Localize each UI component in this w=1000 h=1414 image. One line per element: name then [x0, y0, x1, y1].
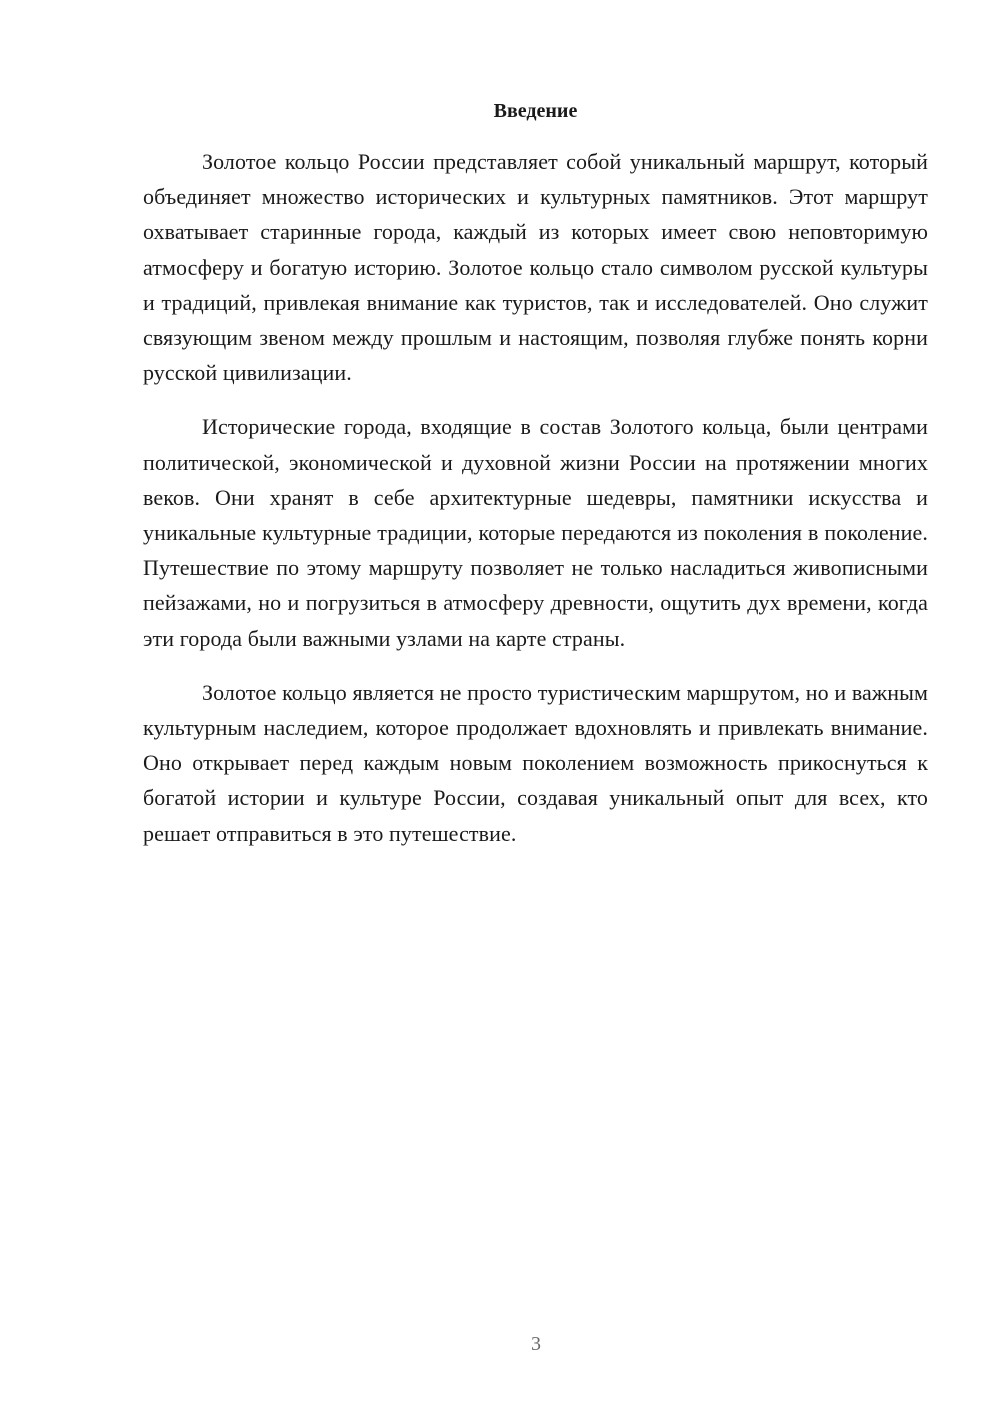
- section-heading: Введение: [493, 100, 578, 122]
- paragraph-3: Золотое кольцо является не просто туристическим маршрутом, но и важным культурным наследием, которое продолжает вдохновлять и привлекать внимание. Оно открывает перед каждым новым поколением возможность прикоснуться к богатой истории и культуре России, создавая уникальный опыт для всех, кто решает отправиться в это путешествие.: [143, 679, 928, 846]
- paragraph-2: Исторические города, входящие в состав Золотого кольца, были центрами политической, экономической и духовной жизни России на протяжении многих веков. Они хранят в себе архитектурные шедевры, памятники искусства и уникальные культурные традиции, которые передаются из поколения в поколение. Путешествие по этому маршруту позволяет не только насладиться живописными пейзажами, но и погрузиться в атмосферу древности, ощутить дух времени, когда эти города были важными узлами на карте страны.: [143, 414, 928, 651]
- page-number: 3: [531, 1333, 541, 1355]
- page-content: [143, 98, 928, 870]
- paragraph-1: Золотое кольцо России представляет собой уникальный маршрут, который объединяет множество исторических и культурных памятников. Этот маршрут охватывает старинные города, каждый из которых имеет свою неповторимую атмосферу и богатую историю. Золотое кольцо стало символом русской культуры и традиций, привлекая внимание как туристов, так и исследователей. Оно служит связующим звеном между прошлым и настоящим, позволяя глубже понять корни русской цивилизации.: [143, 149, 928, 386]
